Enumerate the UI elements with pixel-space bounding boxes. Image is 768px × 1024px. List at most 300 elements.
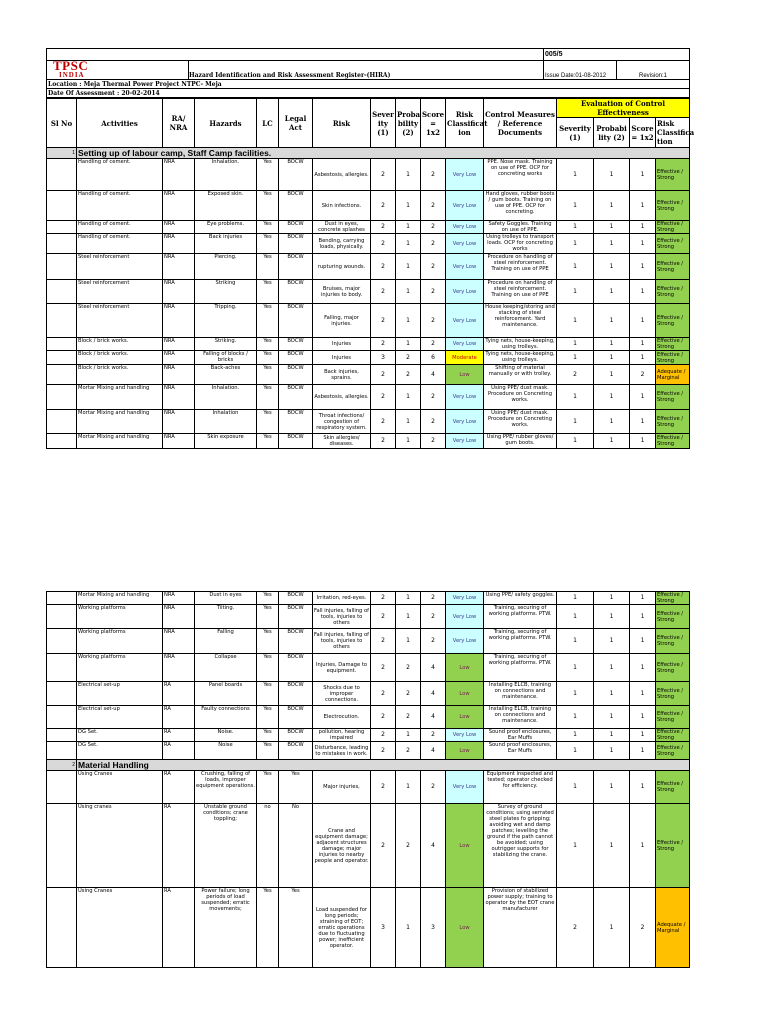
table-row [47, 742, 690, 760]
eval-risk-class-cell: Effective / Strong [656, 410, 690, 434]
eval-probability-cell: 1 [594, 682, 630, 706]
control-cell: Hand gloves, rubber boots / gum boots. Training on use of PPE. OCP for concreting. [484, 191, 557, 221]
probability-cell: 1 [396, 280, 421, 304]
eval-score-cell: 1 [630, 592, 656, 605]
severity-cell: 2 [371, 191, 396, 221]
severity-cell: 2 [371, 385, 396, 410]
legal-act-cell: BOCW [279, 159, 313, 191]
activity-cell: Handling of cement. [77, 234, 163, 254]
score-cell: 2 [421, 191, 446, 221]
lc-cell: Yes [257, 629, 279, 654]
activity-cell: Steel reinforcement [77, 280, 163, 304]
hazard-cell: Panel boards [195, 682, 257, 706]
eval-risk-class-cell: Effective / Strong [656, 742, 690, 760]
hazard-cell: Power failure; long periods of load suspended; erratic movements; [195, 888, 257, 968]
probability-cell: 1 [396, 605, 421, 629]
sl-no-cell [47, 888, 77, 968]
sl-no-cell [47, 804, 77, 888]
eval-probability-cell: 1 [594, 385, 630, 410]
score-cell: 2 [421, 234, 446, 254]
risk-cell: pollution, hearing impaired [313, 729, 371, 742]
hazard-cell: Tripping. [195, 304, 257, 338]
eval-severity-cell: 1 [557, 804, 594, 888]
table-row [47, 254, 690, 280]
section-title: Material Handling [77, 760, 690, 771]
eval-probability-cell: 1 [594, 254, 630, 280]
activity-cell: Using Cranes [77, 771, 163, 804]
risk-cell: Back injuries, sprains. [313, 365, 371, 385]
eval-score-cell: 1 [630, 159, 656, 191]
lc-cell: Yes [257, 729, 279, 742]
section-number: 2 [47, 760, 77, 771]
table-row [47, 191, 690, 221]
eval-severity-cell: 1 [557, 221, 594, 234]
score-cell: 2 [421, 592, 446, 605]
eval-severity-cell: 1 [557, 771, 594, 804]
hazard-cell: Collapse [195, 654, 257, 682]
page-2-material-rows [47, 771, 690, 968]
control-cell: Procedure on handling of steel reinforcement. Training on use of PPE [484, 254, 557, 280]
risk-cell: Injuries [313, 351, 371, 365]
sl-no-cell [47, 629, 77, 654]
control-cell: Using PPE/ safety goggles. [484, 592, 557, 605]
eval-probability-cell: 1 [594, 221, 630, 234]
score-cell: 2 [421, 729, 446, 742]
eval-probability-cell: 1 [594, 191, 630, 221]
sl-no-cell [47, 706, 77, 729]
header-table [46, 48, 690, 98]
score-cell: 2 [421, 221, 446, 234]
eval-probability-cell: 1 [594, 629, 630, 654]
activity-cell: Mortar Mixing and handling [77, 410, 163, 434]
table-row [47, 234, 690, 254]
lc-cell: Yes [257, 338, 279, 351]
table-row [47, 410, 690, 434]
legal-act-cell: BOCW [279, 605, 313, 629]
probability-cell: 1 [396, 771, 421, 804]
eval-risk-class-cell: Effective / Strong [656, 254, 690, 280]
eval-risk-class-cell: Effective / Strong [656, 221, 690, 234]
score-cell: 3 [421, 888, 446, 968]
probability-cell: 2 [396, 654, 421, 682]
score-cell: 2 [421, 410, 446, 434]
table-row [47, 654, 690, 682]
severity-cell: 2 [371, 304, 396, 338]
activity-cell: DG Set. [77, 729, 163, 742]
col-ra-nra: RA/ NRA [163, 99, 195, 148]
lc-cell: Yes [257, 410, 279, 434]
control-cell: Training, securing of working platforms. PTW. [484, 605, 557, 629]
eval-risk-class-cell: Effective / Strong [656, 304, 690, 338]
hazard-cell: Noise. [195, 729, 257, 742]
lc-cell: Yes [257, 254, 279, 280]
eval-severity-cell: 1 [557, 434, 594, 449]
legal-act-cell: BOCW [279, 234, 313, 254]
activity-cell: DG Set. [77, 742, 163, 760]
score-cell: 4 [421, 654, 446, 682]
section-title: Setting up of labour camp, Staff Camp facilities. [77, 148, 690, 159]
eval-probability-cell: 1 [594, 351, 630, 365]
table-row [47, 351, 690, 365]
score-cell: 4 [421, 365, 446, 385]
control-cell: Shifting of material manually or with trolley. [484, 365, 557, 385]
table-row [47, 159, 690, 191]
ra-cell: NRA [163, 592, 195, 605]
legal-act-cell: BOCW [279, 338, 313, 351]
sl-no-cell [47, 410, 77, 434]
eval-probability-cell: 1 [594, 365, 630, 385]
eval-probability-cell: 1 [594, 771, 630, 804]
probability-cell: 2 [396, 682, 421, 706]
logo-text: TPSC [53, 58, 89, 73]
ra-cell: NRA [163, 365, 195, 385]
ra-cell: NRA [163, 605, 195, 629]
eval-score-cell: 1 [630, 304, 656, 338]
activity-cell: Using Cranes [77, 888, 163, 968]
location: Location : Meja Thermal Power Project NTPC- Meja [47, 80, 690, 89]
col-hazards: Hazards [195, 99, 257, 148]
table-row [47, 629, 690, 654]
eval-severity-cell: 1 [557, 280, 594, 304]
sl-no-cell [47, 280, 77, 304]
lc-cell: Yes [257, 682, 279, 706]
eval-probability-cell: 1 [594, 742, 630, 760]
eval-risk-class-cell: Effective / Strong [656, 385, 690, 410]
activity-cell: Block / brick works. [77, 351, 163, 365]
risk-class-cell: Very Low [446, 385, 484, 410]
lc-cell: Yes [257, 221, 279, 234]
eval-score-cell: 1 [630, 434, 656, 449]
hazard-cell: Striking [195, 280, 257, 304]
severity-cell: 2 [371, 654, 396, 682]
eval-probability-cell: 1 [594, 654, 630, 682]
ra-cell: NRA [163, 191, 195, 221]
ra-cell: NRA [163, 629, 195, 654]
col-score: Score = 1x2 [421, 99, 446, 148]
legal-act-cell: BOCW [279, 434, 313, 449]
eval-risk-class-cell: Effective / Strong [656, 159, 690, 191]
risk-cell: Bending, carrying loads, physically. [313, 234, 371, 254]
risk-class-cell: Very Low [446, 592, 484, 605]
severity-cell: 2 [371, 605, 396, 629]
eval-score-cell: 1 [630, 706, 656, 729]
legal-act-cell: Yes [279, 888, 313, 968]
table-row [47, 706, 690, 729]
eval-severity-cell: 2 [557, 888, 594, 968]
col-sl-no: Sl No [47, 99, 77, 148]
severity-cell: 2 [371, 434, 396, 449]
risk-class-cell: Low [446, 654, 484, 682]
severity-cell: 2 [371, 706, 396, 729]
probability-cell: 1 [396, 629, 421, 654]
legal-act-cell: BOCW [279, 706, 313, 729]
probability-cell: 1 [396, 410, 421, 434]
risk-cell: Bruises, major injuries to body. [313, 280, 371, 304]
score-cell: 2 [421, 434, 446, 449]
probability-cell: 1 [396, 254, 421, 280]
ra-cell: NRA [163, 385, 195, 410]
col-probability: Proba bility (2) [396, 99, 421, 148]
eval-probability-cell: 1 [594, 410, 630, 434]
severity-cell: 3 [371, 888, 396, 968]
col-legal-act: Legal Act [279, 99, 313, 148]
ra-cell: NRA [163, 234, 195, 254]
eval-probability-cell: 1 [594, 280, 630, 304]
risk-class-cell: Very Low [446, 280, 484, 304]
table-row [47, 888, 690, 968]
sl-no-cell [47, 351, 77, 365]
eval-severity-cell: 1 [557, 605, 594, 629]
page-2-rows [47, 592, 690, 760]
table-row [47, 221, 690, 234]
eval-severity-cell: 1 [557, 159, 594, 191]
eval-probability-cell: 1 [594, 804, 630, 888]
activity-cell: Handling of cement. [77, 221, 163, 234]
probability-cell: 2 [396, 804, 421, 888]
ra-cell: NRA [163, 338, 195, 351]
control-cell: Survey of ground conditions; using serrated steel plates fo gripping; avoiding wet and damp patches; levelling the ground if the path cannot be avoided; using outrigger supports for stabilizing the crane. [484, 804, 557, 888]
control-cell: Using trolleys to transport loads. OCP for concreting works [484, 234, 557, 254]
probability-cell: 1 [396, 159, 421, 191]
eval-header: Evaluation of Control Effectiveness [557, 99, 690, 118]
eval-severity-cell: 1 [557, 706, 594, 729]
eval-probability-cell: 1 [594, 605, 630, 629]
risk-class-cell: Very Low [446, 629, 484, 654]
eval-risk-class-cell: Effective / Strong [656, 771, 690, 804]
legal-act-cell: BOCW [279, 729, 313, 742]
risk-cell: rupturing wounds. [313, 254, 371, 280]
hazard-cell: Noise [195, 742, 257, 760]
risk-cell: Fall injuries, falling of tools, injuries to others [313, 605, 371, 629]
activity-cell: Working platforms [77, 629, 163, 654]
legal-act-cell: BOCW [279, 742, 313, 760]
probability-cell: 1 [396, 191, 421, 221]
probability-cell: 2 [396, 351, 421, 365]
activity-cell: Handling of cement. [77, 159, 163, 191]
lc-cell: Yes [257, 365, 279, 385]
eval-score-cell: 1 [630, 385, 656, 410]
lc-cell: Yes [257, 592, 279, 605]
score-cell: 2 [421, 338, 446, 351]
hira-table-page-1 [46, 98, 695, 449]
hazard-cell: Unstable ground conditions; crane toppling; [195, 804, 257, 888]
sl-no-cell [47, 191, 77, 221]
activity-cell: Working platforms [77, 605, 163, 629]
hazard-cell: Inhalation. [195, 385, 257, 410]
legal-act-cell: BOCW [279, 629, 313, 654]
control-cell: House keeping/storing and stacking of steel reinforcement. Yard maintenance. [484, 304, 557, 338]
issue-date: Issue Date:01-08-2012 [544, 61, 617, 80]
table-row [47, 771, 690, 804]
sl-no-cell [47, 254, 77, 280]
register-page-1 [46, 48, 695, 449]
ra-cell: RA [163, 804, 195, 888]
lc-cell: Yes [257, 742, 279, 760]
legal-act-cell: BOCW [279, 410, 313, 434]
score-cell: 4 [421, 706, 446, 729]
score-cell: 2 [421, 629, 446, 654]
doc-number: 005/5 [544, 49, 690, 61]
severity-cell: 2 [371, 280, 396, 304]
lc-cell: no [257, 804, 279, 888]
eval-score-cell: 1 [630, 280, 656, 304]
eval-risk-class-cell: Effective / Strong [656, 592, 690, 605]
table-row [47, 280, 690, 304]
table-row [47, 592, 690, 605]
risk-cell: Fall injuries, falling of tools, injuries to others [313, 629, 371, 654]
probability-cell: 1 [396, 592, 421, 605]
severity-cell: 2 [371, 771, 396, 804]
severity-cell: 2 [371, 159, 396, 191]
ra-cell: NRA [163, 410, 195, 434]
table-row [47, 729, 690, 742]
hazard-cell: Piercing. [195, 254, 257, 280]
probability-cell: 2 [396, 706, 421, 729]
eval-risk-class-cell: Effective / Strong [656, 682, 690, 706]
register-page-2 [46, 591, 689, 968]
eval-risk-class-cell: Effective / Strong [656, 280, 690, 304]
sl-no-cell [47, 654, 77, 682]
severity-cell: 2 [371, 742, 396, 760]
activity-cell: Electrical set-up [77, 682, 163, 706]
eval-severity-cell: 1 [557, 729, 594, 742]
eval-risk-class-cell: Adequate / Marginal [656, 365, 690, 385]
eval-probability-cell: 1 [594, 159, 630, 191]
hazard-cell: Falling of blocks / bricks [195, 351, 257, 365]
control-cell: Using PPE/ dust mask. Procedure on Concreting works. [484, 385, 557, 410]
col-eval-risk-classification: Risk Classifica tion [657, 119, 695, 146]
risk-cell: Disturbance, leading to mistakes in work. [313, 742, 371, 760]
sl-no-cell [47, 729, 77, 742]
col-severity: Sever ity (1) [371, 99, 396, 148]
eval-severity-cell: 1 [557, 410, 594, 434]
eval-score-cell: 1 [630, 742, 656, 760]
probability-cell: 1 [396, 888, 421, 968]
risk-class-cell: Low [446, 682, 484, 706]
section-number: 1 [47, 148, 77, 159]
legal-act-cell: BOCW [279, 351, 313, 365]
risk-cell: Falling, major injuries. [313, 304, 371, 338]
risk-class-cell: Very Low [446, 434, 484, 449]
eval-risk-class-cell: Effective / Strong [656, 629, 690, 654]
risk-class-cell: Very Low [446, 338, 484, 351]
eval-severity-cell: 1 [557, 629, 594, 654]
severity-cell: 2 [371, 254, 396, 280]
col-lc: LC [257, 99, 279, 148]
risk-cell: Asbestosis, allergies. [313, 159, 371, 191]
sl-no-cell [47, 221, 77, 234]
risk-cell: Dust in eyes, concrete splashes [313, 221, 371, 234]
eval-risk-class-cell: Effective / Strong [656, 605, 690, 629]
table-row [47, 385, 690, 410]
legal-act-cell: BOCW [279, 280, 313, 304]
section-row [47, 760, 690, 771]
header-blank [47, 49, 544, 61]
legal-act-cell: BOCW [279, 365, 313, 385]
hazard-cell: Crushing, falling of loads, improper equipment operations. [195, 771, 257, 804]
risk-cell: Asbestosis, allergies. [313, 385, 371, 410]
risk-cell: Throat infections/ congestion of respiratory system. [313, 410, 371, 434]
col-eval-probability: Probabi lity (2) [594, 118, 630, 148]
activity-cell: Electrical set-up [77, 706, 163, 729]
hazard-cell: Inhalation. [195, 159, 257, 191]
table-row [47, 804, 690, 888]
probability-cell: 2 [396, 742, 421, 760]
risk-class-cell: Very Low [446, 159, 484, 191]
sl-no-cell [47, 365, 77, 385]
score-cell: 2 [421, 605, 446, 629]
lc-cell: Yes [257, 888, 279, 968]
severity-cell: 2 [371, 234, 396, 254]
score-cell: 4 [421, 742, 446, 760]
legal-act-cell: No [279, 804, 313, 888]
company-logo [47, 58, 189, 80]
eval-risk-class-cell: Effective / Strong [656, 654, 690, 682]
lc-cell: Yes [257, 234, 279, 254]
control-cell: Tying nets, house-keeping, using trolleys. [485, 351, 555, 363]
page-1-rows [47, 159, 690, 449]
ra-cell: NRA [163, 254, 195, 280]
eval-severity-cell: 1 [557, 654, 594, 682]
score-cell: 4 [421, 804, 446, 888]
logo-subtext: INDIA [59, 71, 85, 79]
eval-score-cell: 1 [630, 191, 656, 221]
legal-act-cell: BOCW [279, 654, 313, 682]
hira-table-page-2 [46, 591, 690, 968]
ra-cell: RA [163, 706, 195, 729]
activity-cell: Steel reinforcement [77, 304, 163, 338]
legal-act-cell: BOCW [279, 191, 313, 221]
lc-cell: Yes [257, 280, 279, 304]
eval-probability-cell: 1 [594, 434, 630, 449]
lc-cell: Yes [257, 605, 279, 629]
control-cell: Equipment inspected and tested; operator checked for efficiency. [484, 771, 557, 804]
table-row [47, 365, 690, 385]
risk-class-cell: Low [446, 888, 484, 968]
hazard-cell: Exposed skin. [195, 191, 257, 221]
severity-cell: 2 [371, 221, 396, 234]
table-row [47, 338, 690, 351]
eval-score-cell: 2 [630, 888, 656, 968]
lc-cell: Yes [257, 771, 279, 804]
table-row [47, 605, 690, 629]
score-cell: 2 [421, 159, 446, 191]
risk-class-cell: Very Low [446, 234, 484, 254]
risk-class-cell: Very Low [446, 191, 484, 221]
risk-cell: Shocks due to improper connections. [313, 682, 371, 706]
control-cell: Installing ELCB, training on connections and maintenance. [484, 706, 557, 729]
revision: Revision:1 [617, 61, 690, 80]
eval-score-cell: 1 [630, 351, 656, 365]
risk-class-cell: Moderate [446, 351, 484, 365]
sl-no-cell [47, 605, 77, 629]
sl-no-cell [47, 159, 77, 191]
sl-no-cell [47, 771, 77, 804]
hazard-cell: Striking. [195, 338, 257, 351]
eval-severity-cell: 1 [557, 338, 594, 351]
hazard-cell: Eye problems. [195, 221, 257, 234]
control-cell: PPE. Nose mask. Training on use of PPE. OCP for concreting works [484, 159, 557, 191]
eval-risk-class-cell: Effective / Strong [656, 729, 690, 742]
lc-cell: Yes [257, 304, 279, 338]
severity-cell: 2 [371, 410, 396, 434]
hazard-cell: Falling [195, 629, 257, 654]
sl-no-cell [47, 234, 77, 254]
severity-cell: 3 [371, 351, 396, 365]
ra-cell: NRA [163, 654, 195, 682]
control-cell: Sound proof enclosures, Ear Muffs [484, 742, 557, 760]
ra-cell: NRA [163, 304, 195, 338]
